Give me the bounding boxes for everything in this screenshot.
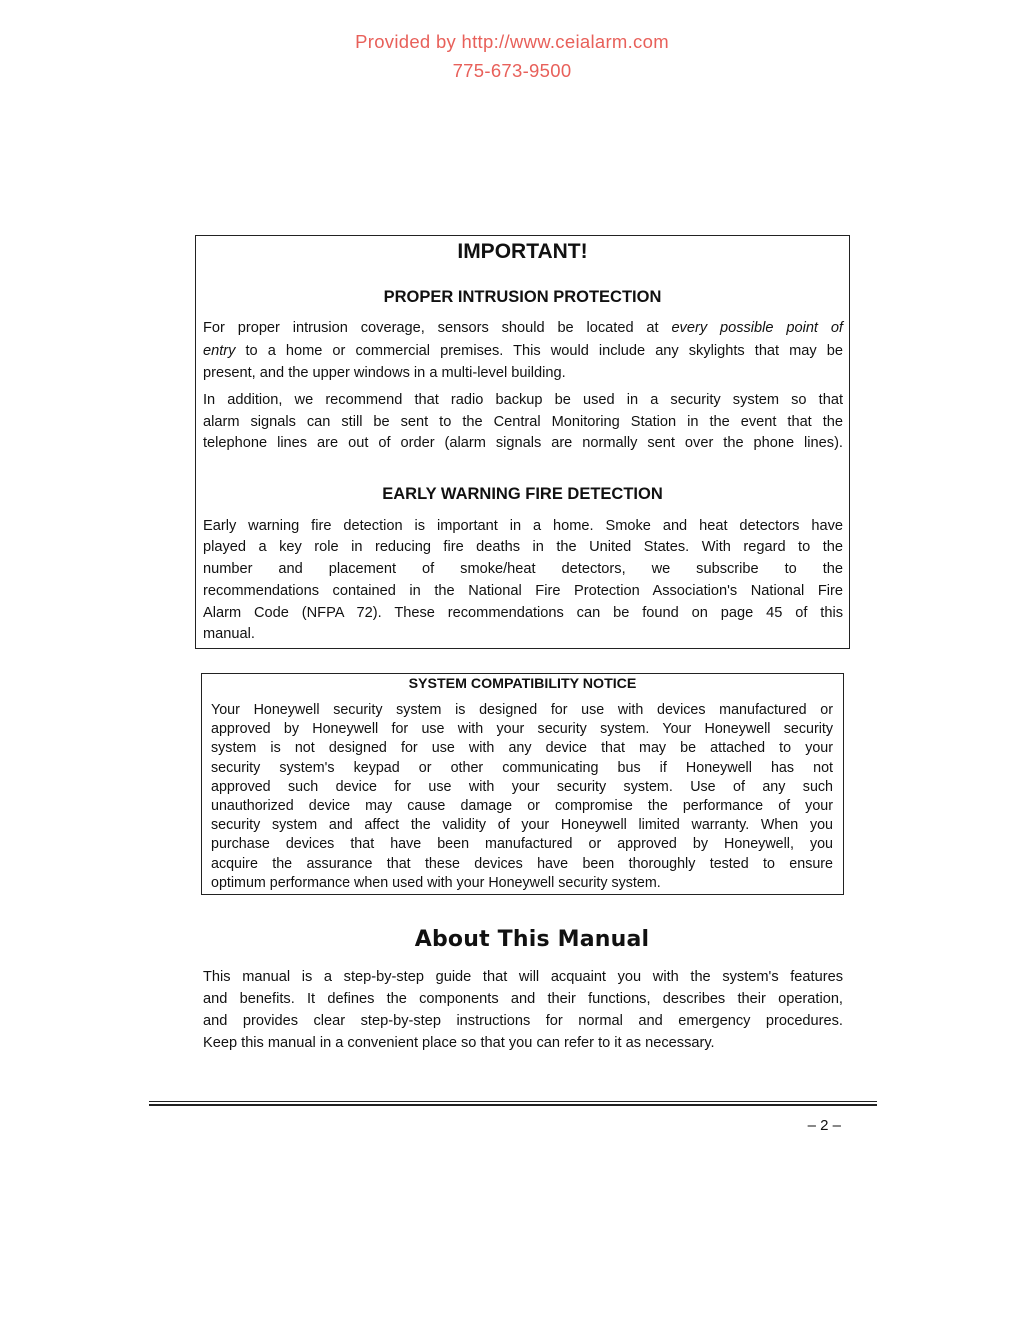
section-heading-fire: EARLY WARNING FIRE DETECTION [382, 485, 663, 503]
compat-line-1: Your Honeywell security system is designed for use with devices manufactured or [211, 702, 833, 718]
section-heading-intrusion: PROPER INTRUSION PROTECTION [383, 288, 662, 306]
intrusion-line-3: present, and the upper windows in a multi-level building. [203, 365, 566, 381]
intrusion-line-4: In addition, we recommend that radio backup be used in a security system so that [203, 392, 843, 408]
watermark-phone: 775-673-9500 [452, 60, 572, 81]
fire-line-1: Early warning fire detection is important in a home. Smoke and heat detectors have [203, 518, 843, 534]
about-line-2: and benefits. It defines the components and their functions, describes their operation, [203, 991, 843, 1007]
fire-line-5: Alarm Code (NFPA 72). These recommendations can be found on page 45 of this [203, 605, 843, 621]
compat-line-6: unauthorized device may cause damage or compromise the performance of your [211, 798, 833, 814]
compat-line-5: approved such device for use with your security system. Use of any such [211, 779, 833, 795]
fire-line-3: number and placement of smoke/heat detectors, we subscribe to the [203, 561, 843, 577]
about-line-1: This manual is a step-by-step guide that will acquaint you with the system's features [203, 969, 843, 985]
footer-rule-thick [149, 1104, 877, 1106]
about-line-4: Keep this manual in a convenient place so that you can refer to it as necessary. [203, 1035, 715, 1051]
intrusion-line-5: alarm signals can still be sent to the Central Monitoring Station in the event that the [203, 414, 843, 430]
compat-line-3: system is not designed for use with any device that may be attached to your [211, 740, 833, 756]
fire-line-4: recommendations contained in the National Fire Protection Association's National Fire [203, 583, 843, 599]
compatibility-notice-title: SYSTEM COMPATIBILITY NOTICE [408, 676, 637, 692]
compat-line-10: optimum performance when used with your Honeywell security system. [211, 875, 661, 891]
intrusion-line-1: For proper intrusion coverage, sensors should be located at every possible point of [203, 320, 843, 336]
footer-rule-thin [149, 1101, 877, 1102]
watermark-url: Provided by http://www.ceialarm.com [355, 31, 669, 52]
compat-line-7: security system and affect the validity of your Honeywell limited warranty. When you [211, 817, 833, 833]
fire-line-2: played a key role in reducing fire deaths in the United States. With regard to the [203, 539, 843, 555]
page-number: – 2 – [807, 1117, 841, 1134]
compat-line-9: acquire the assurance that these devices have been thoroughly tested to ensure [211, 856, 833, 872]
fire-line-6: manual. [203, 626, 255, 642]
compat-line-8: purchase devices that have been manufactured or approved by Honeywell, you [211, 836, 833, 852]
important-title: IMPORTANT! [457, 240, 588, 263]
about-manual-heading: About This Manual [414, 927, 650, 952]
compat-line-2: approved by Honeywell for use with your security system. Your Honeywell security [211, 721, 833, 737]
intrusion-line-6: telephone lines are out of order (alarm signals are normally sent over the phone lines). [203, 435, 843, 451]
intrusion-line-2: entry to a home or commercial premises. This would include any skylights that may be [203, 343, 843, 359]
compat-line-4: security system's keypad or other communicating bus if Honeywell has not [211, 760, 833, 776]
about-line-3: and provides clear step-by-step instructions for normal and emergency procedures. [203, 1013, 843, 1029]
